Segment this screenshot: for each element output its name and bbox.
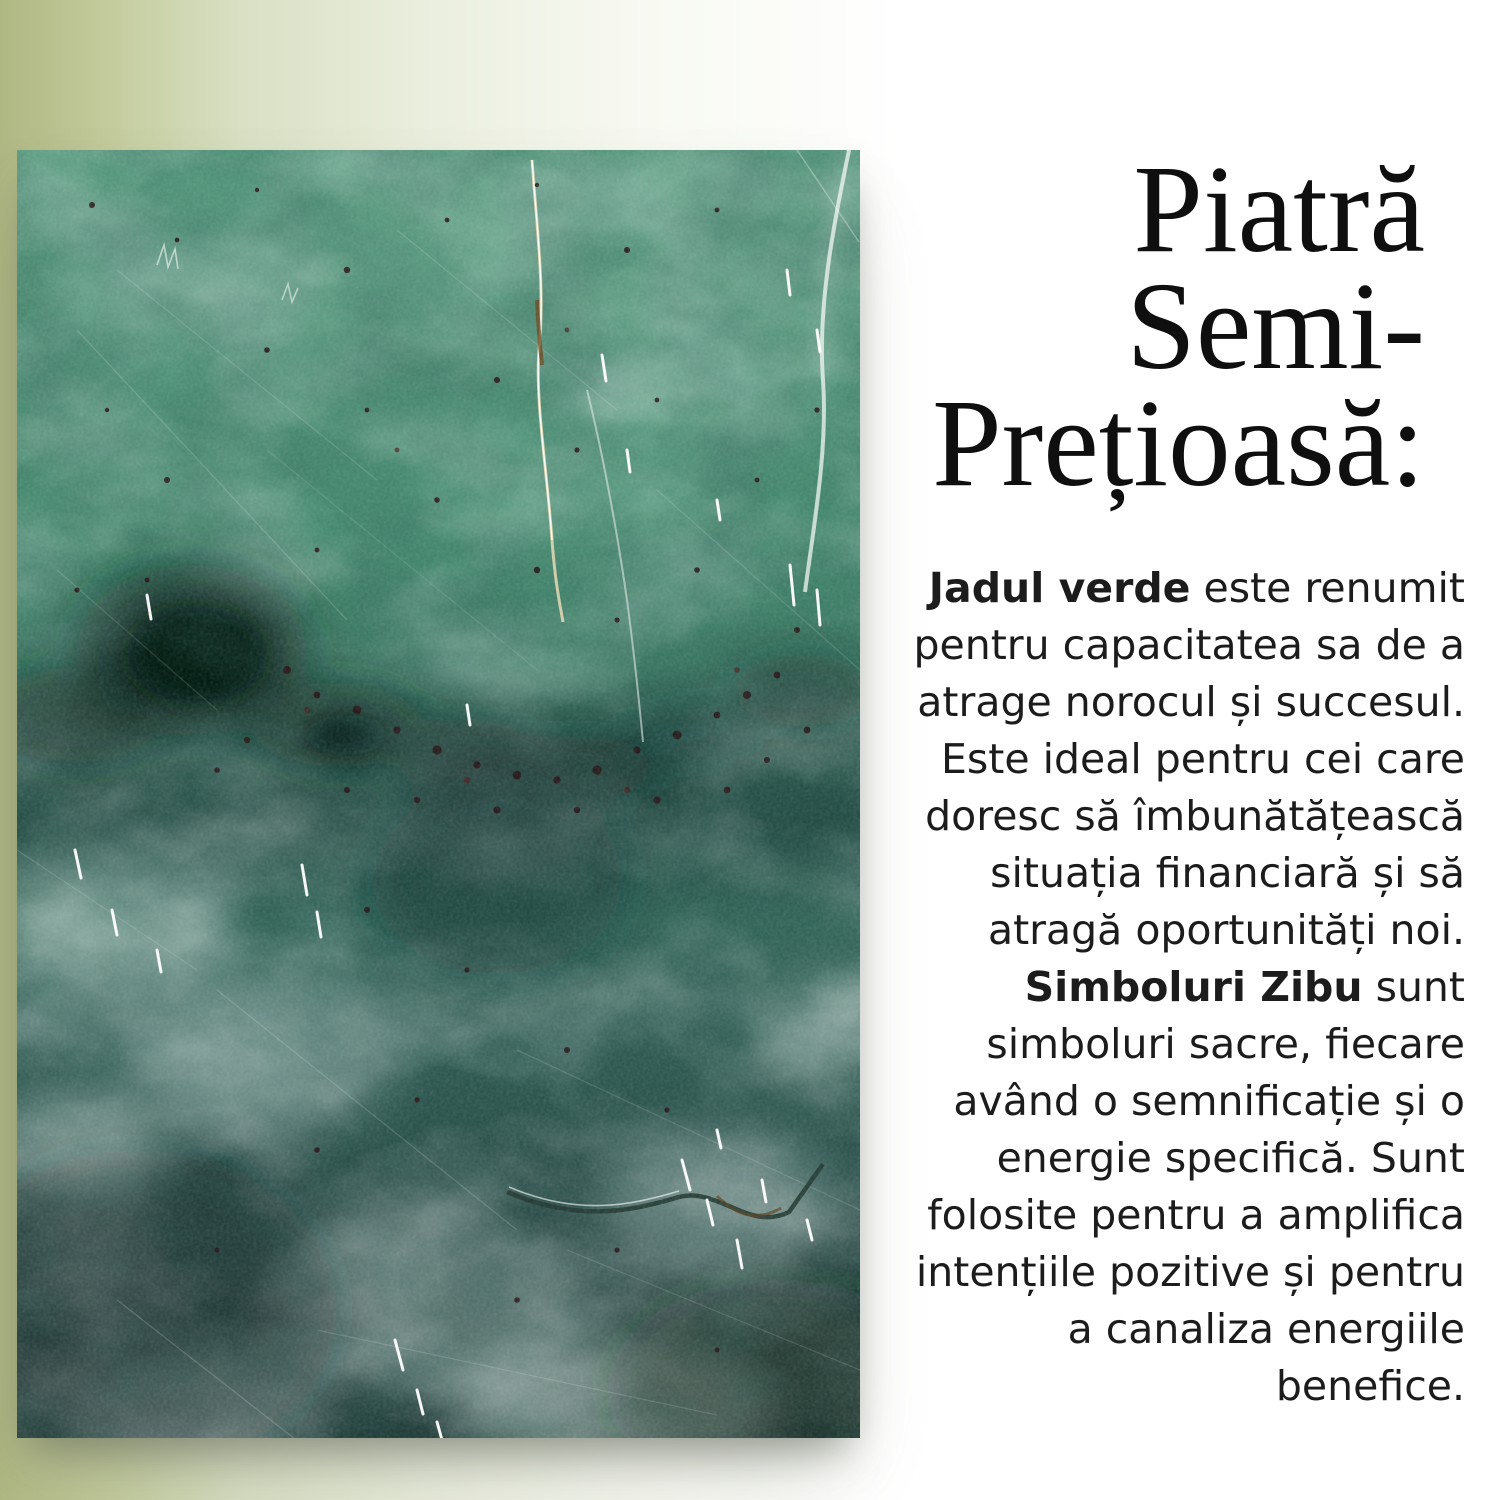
body-line: atragă oportunități noi.	[987, 906, 1465, 954]
page-title	[932, 141, 1425, 513]
jade-texture	[17, 150, 860, 1438]
title-line-3: Prețioasă:	[932, 375, 1425, 513]
body-line: energie specifică. Sunt	[996, 1134, 1465, 1182]
body-line: atrage norocul și succesul.	[917, 678, 1465, 726]
body-line: folosite pentru a amplifica	[927, 1191, 1465, 1239]
body-line: doresc să îmbunătățească	[925, 792, 1465, 840]
jade-photo	[17, 150, 860, 1438]
body-line: situația financiară și să	[990, 849, 1465, 897]
body-line: pentru capacitatea sa de a	[913, 621, 1465, 669]
body-text	[880, 560, 1465, 1415]
body-line: având o semnificație și o	[953, 1077, 1465, 1125]
body-line: simboluri sacre, fiecare	[986, 1020, 1465, 1068]
bold-keyword: Jadul verde	[928, 564, 1191, 612]
body-line: a canaliza energiile	[1067, 1305, 1465, 1353]
body-line: intențiile pozitive și pentru	[915, 1248, 1465, 1296]
title-line-1: Piatră	[1133, 141, 1425, 279]
body-line: benefice.	[1275, 1362, 1465, 1410]
body-line: Este ideal pentru cei care	[940, 735, 1465, 783]
title-line-2: Semi-	[1126, 258, 1425, 396]
body-line: Jadul verde este renumit	[928, 564, 1465, 612]
body-line: Simboluri Zibu sunt	[1024, 963, 1465, 1011]
bold-keyword: Simboluri Zibu	[1024, 963, 1363, 1011]
